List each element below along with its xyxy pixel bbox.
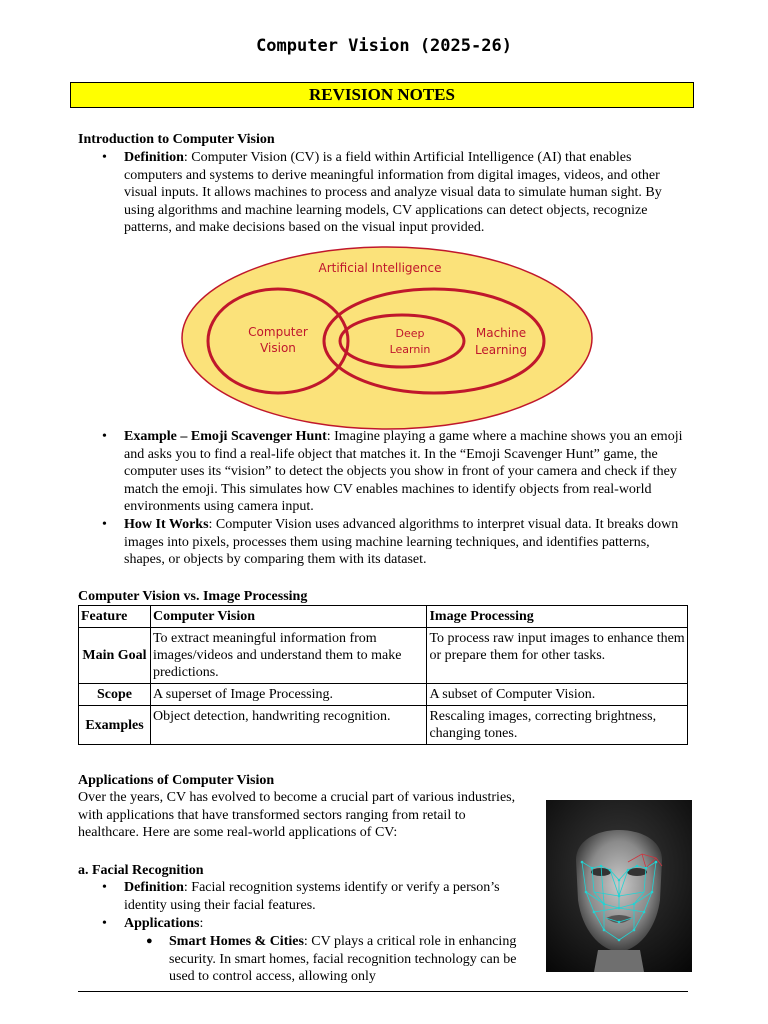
ai-venn-diagram: [180, 245, 594, 431]
table-row: [79, 684, 688, 706]
table-header-cell: Image Processing: [427, 606, 688, 628]
table-cell: To process raw input images to enhance them or prepare them for other tasks.: [427, 628, 688, 684]
facial-apps-colon: :: [199, 916, 204, 931]
ml-label-line1: Machine: [475, 326, 527, 340]
definition-paragraph: [124, 149, 690, 237]
bullet-icon: •: [102, 880, 107, 895]
facial-applications: [124, 915, 534, 933]
revision-notes-banner: REVISION NOTES: [70, 82, 694, 108]
smart-homes-paragraph: [169, 933, 521, 986]
example-paragraph: [124, 428, 690, 516]
ai-label: Artificial Intelligence: [318, 261, 442, 275]
table-row: [79, 628, 688, 684]
cv-label-line2: Vision: [260, 341, 296, 355]
bullet-icon: •: [102, 916, 107, 931]
intro-heading: Introduction to Computer Vision: [78, 132, 275, 147]
table-row-label: Scope: [79, 684, 151, 706]
dl-label-line1: Deep: [395, 327, 425, 340]
table-header-cell: Feature: [79, 606, 151, 628]
bullet-icon: •: [102, 150, 107, 165]
page-title: Computer Vision (2025-26): [256, 36, 512, 56]
table-row-label: Examples: [79, 706, 151, 745]
bullet-icon: •: [102, 517, 107, 532]
how-term: How It Works: [124, 517, 209, 532]
sub-bullet-icon: ●: [146, 935, 153, 947]
cv-label-line1: Computer: [248, 325, 308, 339]
comparison-heading: Computer Vision vs. Image Processing: [78, 589, 308, 604]
table-cell: Rescaling images, correcting brightness, changing tones.: [427, 706, 688, 745]
ml-label-line2: Learning: [474, 343, 528, 357]
example-text: : Imagine playing a game where a machine shows you an emoji and asks you to find a real-life object that matches it. In the “Emoji Scavenger Hunt” game, the computer uses its “vision” to detect the objects you show in front of your camera and check if they match the emoji. This simulates how CV enables machines to identify objects from real-world environments using camera input.: [124, 429, 683, 515]
facial-def-term: Definition: [124, 880, 184, 895]
table-cell: Object detection, handwriting recognition.: [150, 706, 427, 745]
facial-definition: [124, 879, 534, 914]
how-text: : Computer Vision uses advanced algorithms to interpret visual data. It breaks down images into pixels, processes them using machine learning techniques, and identifies patterns, shapes, or objects by comparing them with its dataset.: [124, 517, 679, 568]
definition-text: : Computer Vision (CV) is a field within Artificial Intelligence (AI) that enables computers and systems to derive meaningful information from digital images, videos, and other visual inputs. It allows machines to process and analyze visual data to simulate human sight. By using algorithms and machine learning models, CV applications can detect objects, recognize patterns, and make decisions based on the visual input provided.: [124, 150, 662, 236]
face-mesh-illustration: [546, 800, 692, 972]
table-header-row: [79, 606, 688, 628]
table-cell: A superset of Image Processing.: [150, 684, 427, 706]
dl-label-line2: Learnin: [389, 343, 431, 356]
table-row-label: Main Goal: [79, 628, 151, 684]
face-mesh-image: [546, 800, 692, 972]
facial-recognition-heading: a. Facial Recognition: [78, 863, 204, 878]
facial-apps-term: Applications: [124, 916, 200, 931]
table-cell: A subset of Computer Vision.: [427, 684, 688, 706]
table-row: [79, 706, 688, 745]
bullet-icon: •: [102, 429, 107, 444]
facial-def-text: : Facial recognition systems identify or verify a person’s identity using their facial features.: [124, 880, 500, 913]
how-it-works-paragraph: [124, 516, 690, 569]
applications-heading: Applications of Computer Vision: [78, 773, 275, 788]
smart-homes-text: : CV plays a critical role in enhancing security. In smart homes, facial recognition technology can be used to control access, allowing only: [169, 934, 517, 985]
example-term: Example – Emoji Scavenger Hunt: [124, 429, 327, 444]
table-cell: To extract meaningful information from images/videos and understand them to make predictions.: [150, 628, 427, 684]
table-header-cell: Computer Vision: [150, 606, 427, 628]
definition-term: Definition: [124, 150, 184, 165]
applications-intro: Over the years, CV has evolved to become a crucial part of various industries, with applications that have transformed sectors ranging from retail to healthcare. Here are some real-world applications of CV:: [78, 790, 516, 841]
footer-divider: [78, 991, 688, 992]
comparison-table: [78, 605, 688, 745]
smart-homes-term: Smart Homes & Cities: [169, 934, 304, 949]
